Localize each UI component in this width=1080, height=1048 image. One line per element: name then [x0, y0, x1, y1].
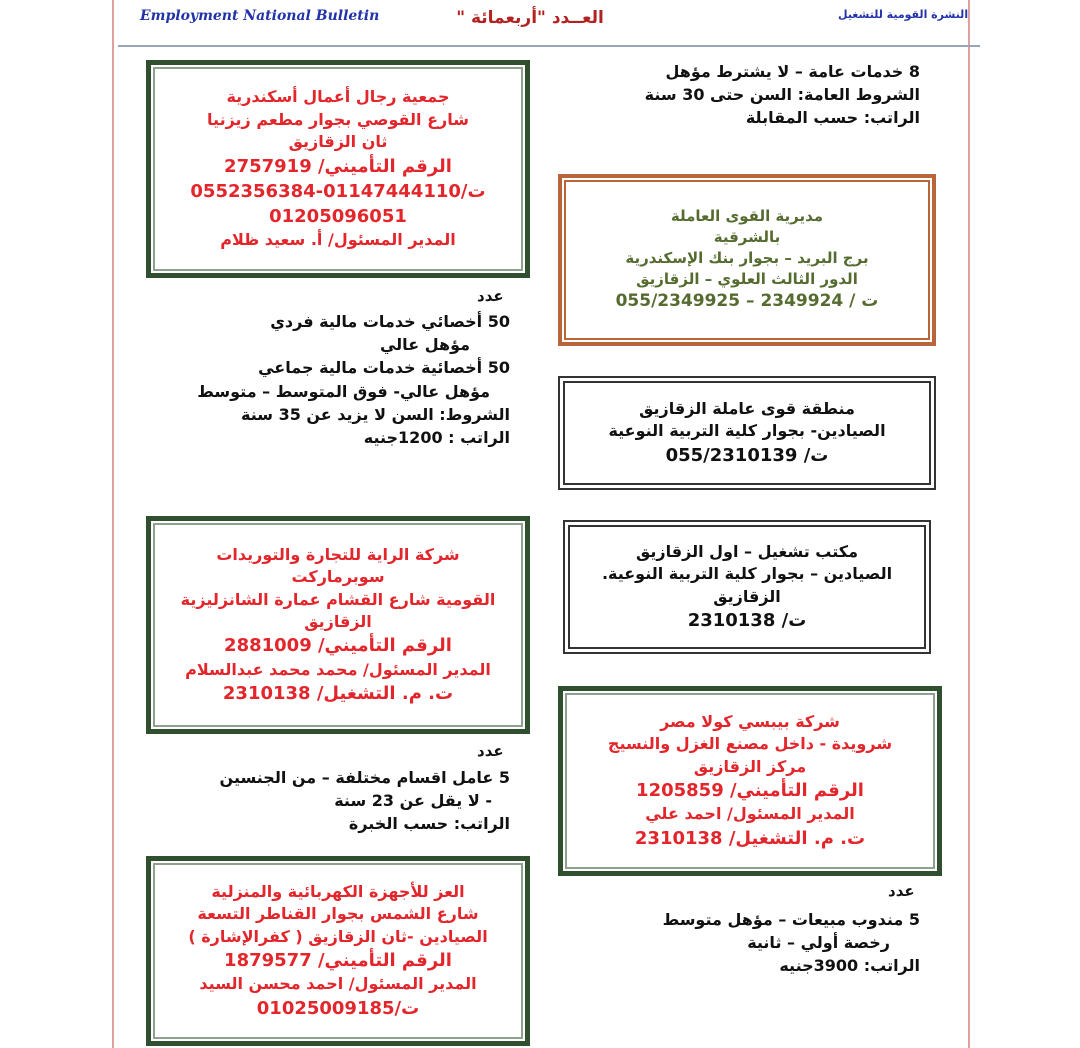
office-box-manpower-directorate — [558, 174, 936, 346]
box-line: الرقم التأميني/ 1205859 — [636, 780, 864, 802]
job-line: 50 أخصائية خدمات مالية جماعي — [258, 358, 510, 378]
office-box-employment-office — [563, 520, 931, 654]
job-listing-sales-rep — [600, 908, 920, 978]
box-line: شركة بيبسي كولا مصر — [660, 712, 840, 732]
employer-box-raya — [146, 516, 530, 734]
box-line: الصيادين- بجوار كلية التربية النوعية — [608, 421, 886, 441]
box-line: مركز الزقازيق — [693, 756, 807, 776]
box-line: المدير المسئول/ أ. سعيد ظلام — [220, 230, 456, 250]
job-listing-financial — [150, 310, 510, 449]
left-margin-rule — [112, 0, 114, 1048]
box-line: الصيادين – بجوار كلية التربية النوعية. — [601, 564, 893, 584]
box-line: بالشرقية — [713, 228, 781, 247]
employer-box-alex-assoc — [146, 60, 530, 278]
box-line: 01205096051 — [269, 205, 407, 227]
count-label: عدد — [477, 287, 504, 305]
office-box-zagazig-region — [558, 376, 936, 490]
box-line: الرقم التأميني/ 2757919 — [224, 155, 452, 177]
box-line: ت. م. التشغيل/ 2310138 — [634, 827, 866, 849]
header-divider — [118, 45, 980, 47]
box-line: العز للأجهزة الكهربائية والمنزلية — [211, 882, 465, 902]
box-line: الزقازيق — [713, 586, 781, 606]
box-line: الرقم التأميني/ 1879577 — [224, 950, 452, 972]
bulletin-title-ar: النشرة القومية للتشغيل — [838, 8, 969, 21]
box-line: ت / 2349924 – 055/2349925 — [615, 291, 879, 312]
box-line: ثان الزقازيق — [288, 132, 388, 152]
box-line: ت. م. التشغيل/ 2310138 — [222, 682, 454, 704]
box-line: الزقازيق — [304, 612, 372, 631]
box-line: مكتب تشغيل – اول الزقازيق — [636, 541, 858, 561]
job-line: 50 أخصائي خدمات مالية فردي — [270, 312, 510, 331]
job-line: مؤهل عالي- فوق المتوسط – متوسط — [197, 381, 490, 401]
box-line: الرقم التأميني/ 2881009 — [224, 635, 452, 657]
box-line: شرويدة - داخل مصنع الغزل والنسيج — [607, 734, 893, 754]
job-line: - لا يقل عن 23 سنة — [334, 791, 492, 811]
count-label: عدد — [477, 742, 504, 760]
box-line: شركة الراية للتجارة والتوريدات — [216, 544, 460, 564]
job-line: الراتب: حسب المقابلة — [745, 108, 920, 128]
job-line: 5 عامل اقسام مختلفة – من الجنسين — [219, 768, 510, 787]
employer-box-pepsi — [558, 686, 942, 876]
job-line: رخصة أولي – ثانية — [747, 933, 890, 953]
job-line: 8 خدمات عامة – لا يشترط مؤهل — [665, 62, 920, 81]
job-listing-general-services — [600, 60, 920, 130]
job-listing-workers — [150, 766, 510, 836]
job-line: الراتب: حسب الخبرة — [348, 814, 510, 834]
job-line: الراتب : 1200جنيه — [363, 427, 510, 447]
box-line: شارع القوصي بجوار مطعم زيزنيا — [207, 109, 469, 129]
box-line: الدور الثالث العلوي – الزقازيق — [636, 270, 858, 289]
box-line: القومية شارع القشام عمارة الشانزليزية — [180, 589, 496, 609]
box-line: جمعية رجال أعمال أسكندرية — [226, 87, 450, 107]
issue-number: العــدد "أربعمائة " — [456, 8, 604, 28]
count-label: عدد — [888, 882, 915, 900]
box-line: مديرية القوى العاملة — [670, 207, 824, 226]
right-margin-rule — [968, 0, 970, 1048]
box-line: منطقة قوى عاملة الزقازيق — [639, 399, 855, 419]
box-line: شارع الشمس بجوار القناطر التسعة — [197, 904, 479, 924]
job-line: الراتب: 3900جنيه — [779, 956, 920, 976]
box-line: ت/ 2310138 — [687, 609, 807, 631]
box-line: الصيادين -ثان الزقازيق ( كفرالإشارة ) — [188, 926, 488, 946]
box-line: المدير المسئول/ محمد محمد عبدالسلام — [185, 659, 491, 679]
job-line: مؤهل عالي — [379, 335, 470, 355]
job-line: 5 مندوب مبيعات – مؤهل متوسط — [662, 910, 920, 929]
employer-box-ezz — [146, 856, 530, 1046]
box-line: سوبرماركت — [291, 567, 385, 587]
box-line: المدير المسئول/ احمد علي — [645, 804, 855, 824]
box-line: المدير المسئول/ احمد محسن السيد — [199, 974, 477, 994]
bulletin-title-en: Employment National Bulletin — [140, 8, 380, 24]
box-line: ت/01025009185 — [256, 997, 420, 1019]
box-line: ت/ 055/2310139 — [665, 444, 829, 466]
job-line: الشروط العامة: السن حتى 30 سنة — [644, 85, 920, 105]
box-line: ت/01147444110-0552356384 — [190, 180, 486, 202]
job-line: الشروط: السن لا يزيد عن 35 سنة — [241, 404, 510, 424]
box-line: برج البريد – بجوار بنك الإسكندرية — [625, 249, 869, 268]
